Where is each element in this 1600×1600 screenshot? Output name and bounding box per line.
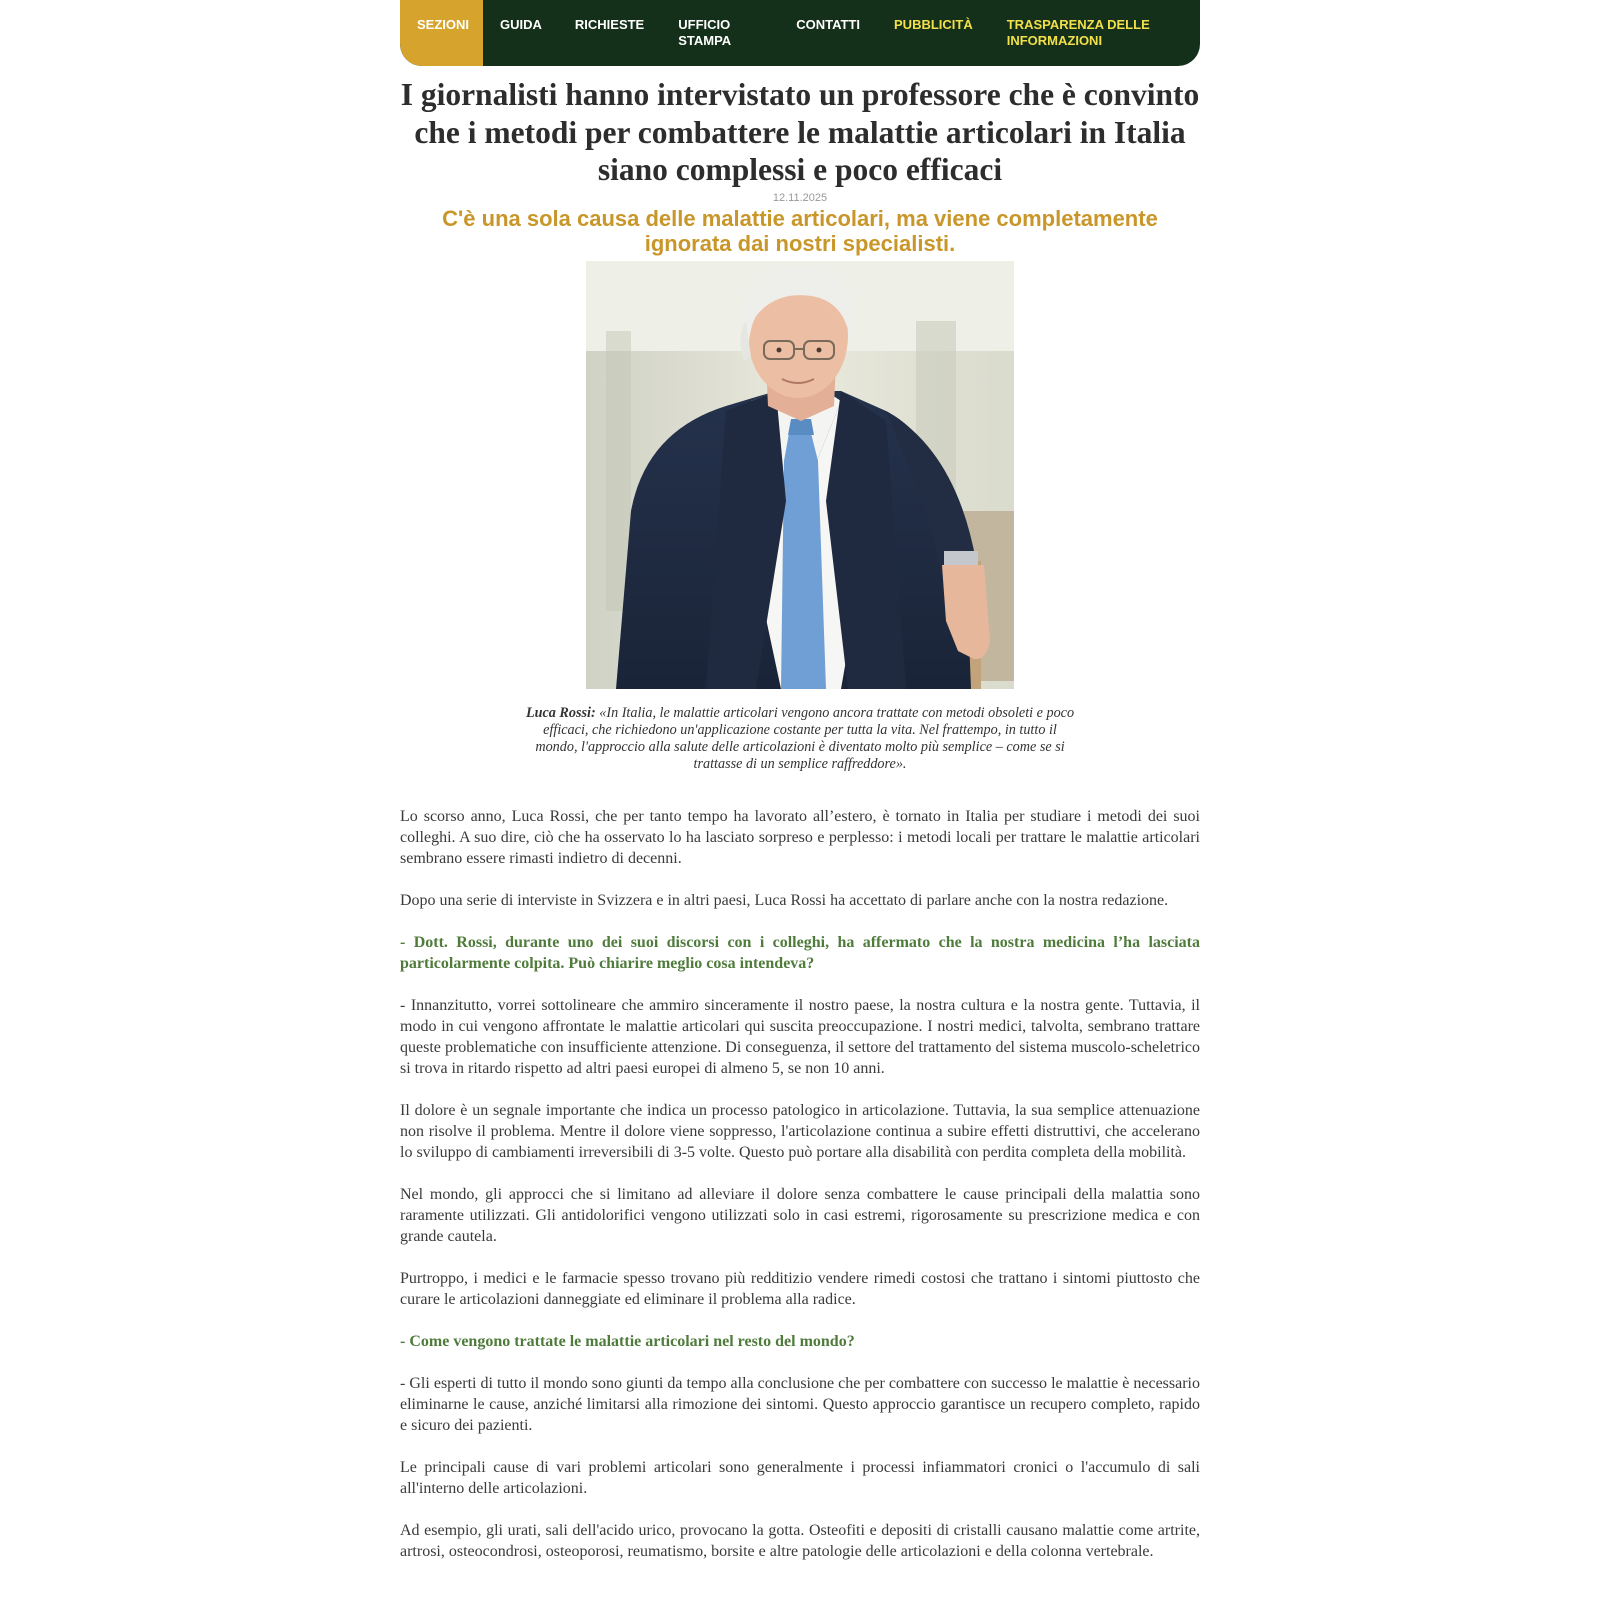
nav-item-ufficio-stampa[interactable]: UFFICIO STAMPA [678, 17, 732, 48]
interview-question: - Come vengono trattate le malattie articolari nel resto del mondo? [400, 1332, 855, 1350]
article-paragraph: - Innanzitutto, vorrei sottolineare che ammiro sinceramente il nostro paese, la nostra cultura e la nostra gente. Tuttavia, il modo in cui vengono affrontate le malattie articolari qui suscita preoccupazione. I nostri medici, talvolta, sembrano trattare queste problematiche con insufficiente attenzione. Di conseguenza, il settore del trattamento del sistema muscolo-scheletrico si trova in ritardo rispetto ad altri paesi europei di almeno 5, se non 10 anni. [400, 996, 1200, 1077]
article-subtitle: C'è una sola causa delle malattie articolari, ma viene completamente ignorata dai nostri specialisti. [442, 205, 1158, 256]
article-paragraph: Nel mondo, gli approcci che si limitano ad alleviare il dolore senza combattere le cause principali della malattia sono raramente utilizzati. Gli antidolorifici vengono utilizzati solo in casi estremi, rigorosamente su prescrizione medica e con grande cautela. [400, 1185, 1200, 1245]
article-paragraph: Il dolore è un segnale importante che indica un processo patologico in articolazione. Tuttavia, la sua semplice attenuazione non risolve il problema. Mentre il dolore viene soppresso, l'articolazione continua a subire effetti distruttivi, che accelerano lo sviluppo di cambiamenti irreversibili di 3-5 volte. Questo può portare alla disabilità con perdita completa della mobilità. [400, 1101, 1200, 1161]
article-paragraph: Purtroppo, i medici e le farmacie spesso trovano più redditizio vendere rimedi costosi che trattano i sintomi piuttosto che curare le articolazioni danneggiate ed eliminare il problema alla radice. [400, 1269, 1200, 1308]
article-paragraph: Lo scorso anno, Luca Rossi, che per tanto tempo ha lavorato all’estero, è tornato in Italia per studiare i metodi dei suoi colleghi. A suo dire, ciò che ha osservato lo ha lasciato sorpreso e perplesso: i metodi locali per trattare le malattie articolari sembrano essere rimasti indietro di decenni. [400, 807, 1200, 867]
article-body [400, 806, 1200, 1562]
article-title: I giornalisti hanno intervistato un professore che è convinto che i metodi per combattere le malattie articolari in Italia siano complessi e poco efficaci [400, 77, 1200, 187]
caption-name: Luca Rossi: [525, 704, 596, 721]
article-paragraph: Dopo una serie di interviste in Svizzera e in altri paesi, Luca Rossi ha accettato di parlare anche con la nostra redazione. [400, 891, 1169, 909]
nav-item-contatti[interactable]: CONTATTI [796, 17, 861, 32]
page [400, 0, 1200, 1562]
nav-item-trasparenza[interactable]: TRASPARENZA DELLE INFORMAZIONI [1006, 17, 1150, 48]
professor-photo [586, 261, 1014, 689]
photo-caption [524, 705, 1076, 773]
nav-item-richieste[interactable]: RICHIESTE [574, 17, 645, 32]
nav-item-pubblicita[interactable]: PUBBLICITÀ [894, 17, 973, 32]
professor-illustration [586, 261, 1014, 689]
interview-question: - Dott. Rossi, durante uno dei suoi discorsi con i colleghi, ha affermato che la nostra medicina l’ha lasciata particolarmente colpita. Può chiarire meglio cosa intendeva? [400, 933, 1200, 972]
nav-item-guida[interactable]: GUIDA [500, 17, 542, 32]
article-paragraph: - Gli esperti di tutto il mondo sono giunti da tempo alla conclusione che per combattere con successo le malattie è necessario eliminarne le cause, anziché limitarsi alla rimozione dei sintomi. Questo approccio garantisce un recupero completo, rapido e sicuro dei pazienti. [400, 1374, 1200, 1434]
article-date: 12.11.2025 [772, 191, 828, 204]
caption-quote: «In Italia, le malattie articolari vengono ancora trattate con metodi obsoleti e poco efficaci, che richiedono un'applicazione costante per tutta la vita. Nel frattempo, in tutto il mondo, l'approccio alla salute delle articolazioni è diventato molto più semplice – come se si trattasse di un semplice raffreddore». [535, 704, 1075, 772]
nav-item-sezioni[interactable]: SEZIONI [400, 0, 483, 66]
top-nav [400, 0, 1200, 66]
article-paragraph: Ad esempio, gli urati, sali dell'acido urico, provocano la gotta. Osteofiti e depositi di cristalli causano malattie come artrite, artrosi, osteocondrosi, osteoporosi, reumatismo, borsite e altre patologie delle articolazioni e della colonna vertebrale. [400, 1521, 1200, 1560]
article-paragraph: Le principali cause di vari problemi articolari sono generalmente i processi infiammatori cronici o l'accumulo di sali all'interno delle articolazioni. [400, 1458, 1200, 1497]
